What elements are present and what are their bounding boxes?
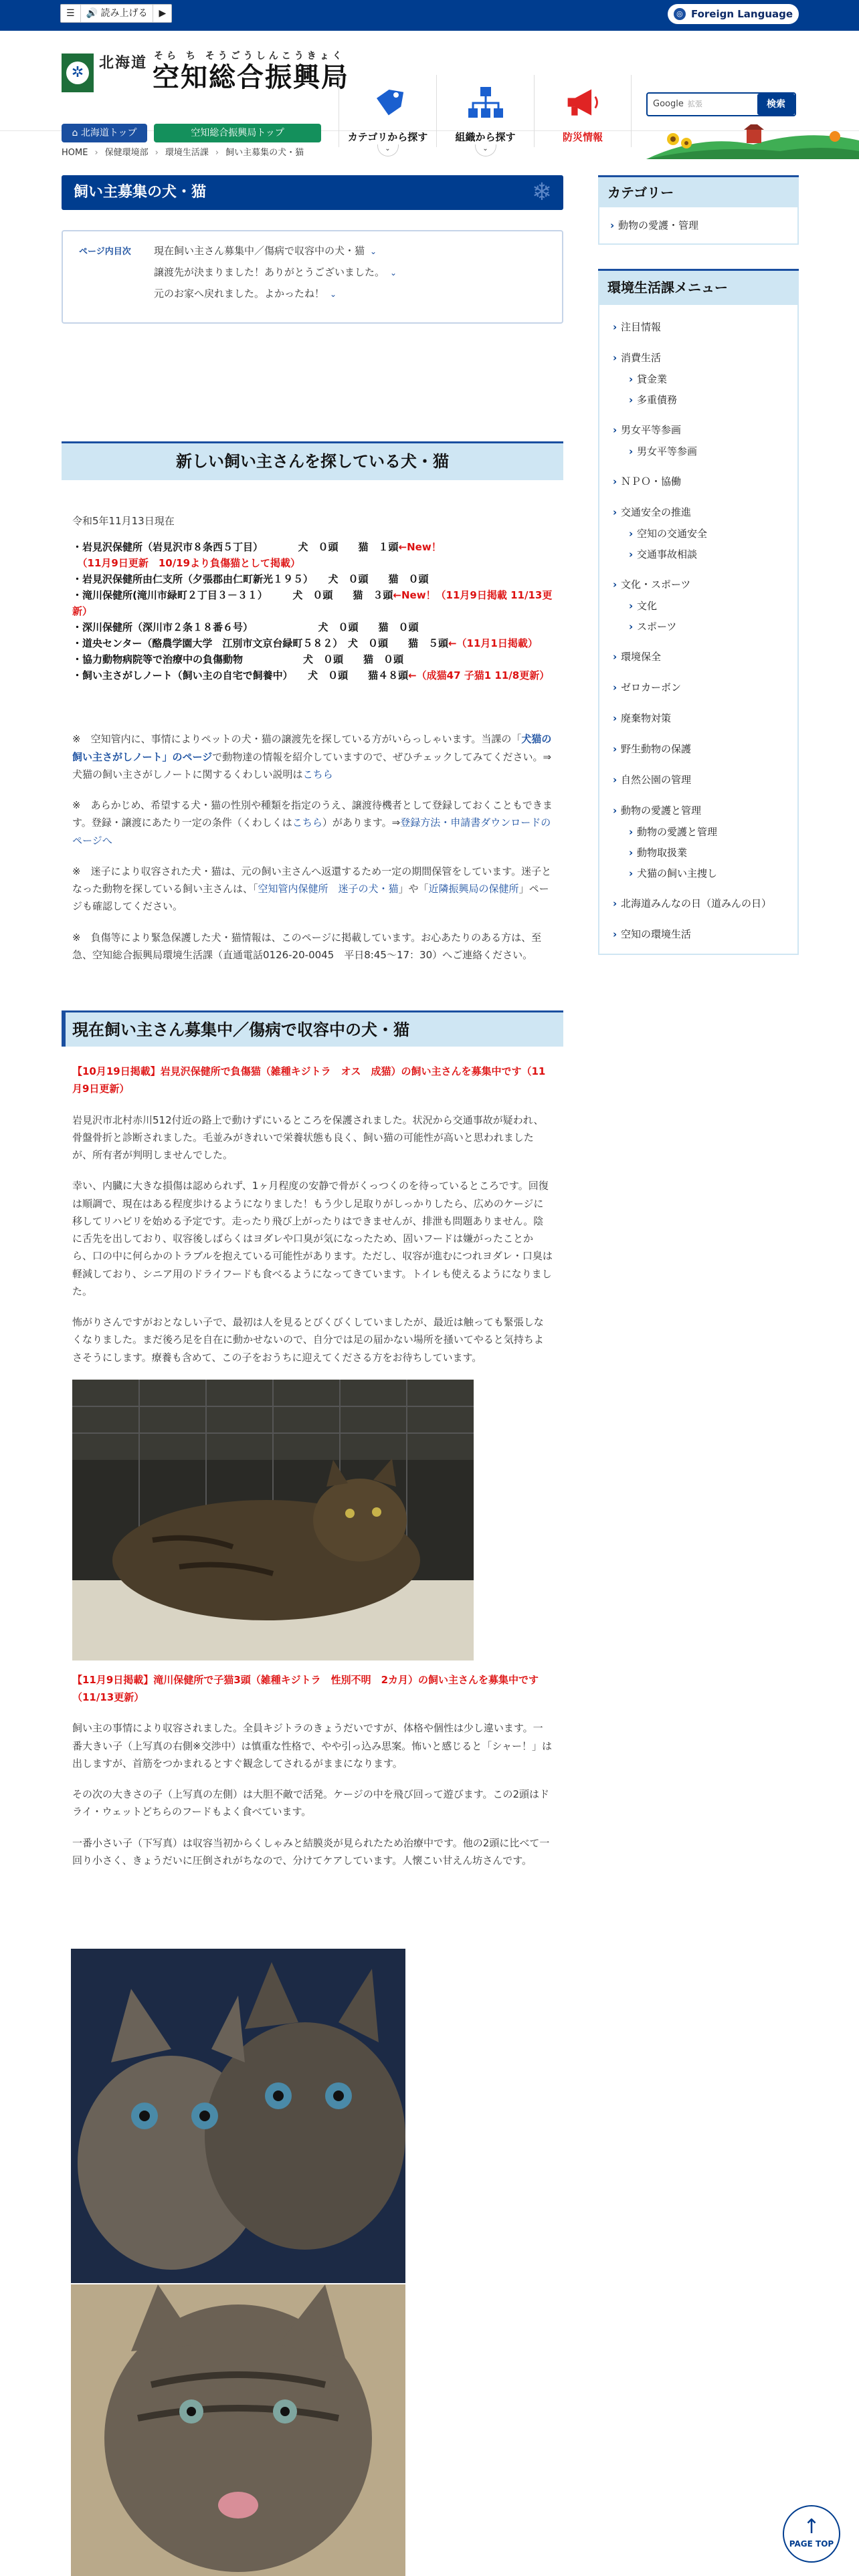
office-top-button[interactable] <box>154 124 321 142</box>
office-name-ruby: そら ち そうごうしんこうきょく <box>154 51 345 62</box>
sidebar-menu-item[interactable]: › 文化・スポーツ <box>610 576 789 597</box>
post-paragraph: その次の大きさの子（上写真の左側）は大胆不敵で活発。ケージの中を飛び回って遊びます。この2頭はドライ・ウェットどちらのフードもよく食べています。 <box>72 1788 550 1818</box>
sidebar-menu-item[interactable]: › 環境保全 <box>610 648 789 669</box>
sidebar-menu-item[interactable]: › スポーツ <box>610 618 789 639</box>
shelter-note: ←New！ <box>398 541 442 554</box>
breadcrumb-home[interactable]: HOME <box>62 148 88 158</box>
toc-item[interactable] <box>154 285 397 306</box>
note-text: ※ 空知管内に、事情によりペットの犬・猫の譲渡先を探している方がいらっしゃいます。当課の「 <box>72 733 522 746</box>
office-name[interactable]: 空知総合振興局 <box>153 62 349 93</box>
sidebar-menu-item[interactable]: › 動物の愛護と管理 <box>610 823 789 844</box>
menu-icon[interactable]: ☰ <box>61 5 81 22</box>
sidebar-menu-item[interactable]: › ＮＰＯ・協働 <box>610 473 789 494</box>
google-brand: Google <box>653 98 684 109</box>
sidebar-menu-list <box>598 305 799 955</box>
note-text: 」や「 <box>398 883 429 895</box>
hokkaido-top-button[interactable]: ⌂ 北海道トップ <box>62 124 147 142</box>
toc-item-label: 元のお家へ戻れました。よかったね！ <box>154 288 325 300</box>
sidebar-menu-item[interactable]: › 動物の愛護と管理 <box>610 802 789 823</box>
sidebar-category-heading: カテゴリー <box>598 175 799 207</box>
sidebar-menu-item[interactable]: › 多重債務 <box>610 391 789 412</box>
sidebar-category <box>598 175 799 245</box>
toc-item[interactable] <box>154 242 397 263</box>
breadcrumb-current: 飼い主募集の犬・猫 <box>225 148 304 158</box>
table-of-contents <box>62 230 563 324</box>
section-heading-recruiting: 現在飼い主さん募集中／傷病で収容中の犬・猫 <box>62 1010 563 1047</box>
read-aloud-button[interactable]: 🔊 読み上げる <box>81 5 154 22</box>
shelter-counts: 犬 ０頭 猫 ０頭 <box>318 621 419 634</box>
tabby-cat-photo <box>72 1380 474 1660</box>
sidebar-menu-item[interactable]: › 交通安全の推進 <box>610 504 789 525</box>
list-item: ・滝川保健所(滝川市緑町２丁目３－３１） 犬 ０頭 猫 ３頭←New！（11月9日掲載 11/13更新） <box>72 589 553 618</box>
chevron-down-icon: ⌄ <box>377 144 399 156</box>
sidebar-menu-item[interactable]: › 自然公園の管理 <box>610 771 789 792</box>
foreign-language-button[interactable] <box>668 4 799 24</box>
shelter-counts: 犬 ０頭 猫 ３頭 <box>292 589 393 602</box>
note-link[interactable]: 近隣振興局の保健所 <box>428 883 519 895</box>
kittens-photo <box>71 1949 405 2283</box>
shelter-note: ←（成猫47 子猫1 11/8更新） <box>408 669 550 682</box>
breadcrumb <box>62 146 304 161</box>
list-item: ・岩見沢保健所（岩見沢市８条西５丁目） 犬 ０頭 猫 １頭←New！ （11月9日更新 10/19より負傷猫として掲載） <box>72 541 442 570</box>
nav-category-label: カテゴリから探す <box>347 131 428 143</box>
shelter-counts: 犬 ０頭 猫 ０頭 <box>328 573 429 586</box>
sidebar-menu-item[interactable]: › 男女平等参画 <box>610 443 789 463</box>
toc-item[interactable] <box>154 263 397 285</box>
post-paragraph: 幸い、内臓に大きな損傷は認められず、1ヶ月程度の安静で骨がくっつくのを待っているところです。回復は順調で、現在はある程度歩けるようになりました！もう少し足取りがしっかりしたら、広めのケージに移してリハビリを始める予定です。走ったり飛び上がったりはできませんが、排泄も問題ありません。陰に舌先を出しており、収容後しばらくはヨダレや口臭が気になったため、固いフードは嫌がったことから、口の中に何らかのトラブルを抱えている可能性があります。ただし、収容が進むにつれヨダレ・口臭は軽減しており、シニア用のドライフードも食べるようになってきています。トイレも使えるようになりました。 <box>72 1180 553 1297</box>
note-text: ※ あらかじめ、希望する犬・猫の性別や種類を指定のうえ、譲渡待機者として登録しておくこともできます。登録・譲渡にあたり一定の条件（くわしくは <box>72 799 553 829</box>
office-top-label: 空知総合振興局トップ <box>191 127 284 138</box>
two-kittens-photo <box>71 1949 405 2283</box>
top-bar <box>0 0 859 31</box>
list-item: ・飼い主さがしノート（飼い主の自宅で飼養中） 犬 ０頭 猫４８頭←（成猫47 子猫1 11/8更新） <box>72 669 550 682</box>
shelter-counts: 犬 ０頭 猫４８頭 <box>308 669 409 682</box>
sidebar-menu-item[interactable]: › 野生動物の保護 <box>610 740 789 762</box>
shelter-name: 協力動物病院等で治療中の負傷動物 <box>82 653 244 666</box>
sidebar-menu-item[interactable]: › 北海道みんなの日（道みんの日） <box>610 895 789 916</box>
post-paragraph: 一番小さい子（下写真）は収容当初からくしゃみと結膜炎が見られたため治療中です。他の2頭に比べて一回り小さく、きょうだいに圧倒されがちなので、分けてケアしています。人懐こい甘えん坊さんです。 <box>72 1836 550 1866</box>
sidebar-menu-item[interactable]: › ゼロカーボン <box>610 679 789 700</box>
shelter-note: （11月9日更新 10/19より負傷猫として掲載） <box>82 557 301 570</box>
chevron-right-icon: › <box>215 148 219 158</box>
shelter-counts: 犬 ０頭 猫 １頭 <box>298 541 399 554</box>
note-link[interactable]: 犬猫の飼い主さがしノート」のページ <box>72 733 552 763</box>
note-link[interactable]: 登録方法・申請書ダウンロードのページへ <box>72 817 551 847</box>
shelter-name: 岩見沢保健所由仁支所（夕張郡由仁町新光１９５） <box>82 573 308 586</box>
page-title-text: 飼い主募集の犬・猫 <box>74 183 207 201</box>
shelter-name: 岩見沢保健所（岩見沢市８条西５丁目） <box>82 541 258 554</box>
chevron-right-icon: › <box>155 148 159 158</box>
chevron-down-icon: ⌄ <box>475 144 496 156</box>
page-title <box>62 175 563 210</box>
sidebar-menu-heading: 環境生活課メニュー <box>598 269 799 305</box>
nav-organization[interactable] <box>436 75 534 152</box>
sidebar-menu-item[interactable]: › 犬猫の飼い主捜し <box>610 865 789 885</box>
shelter-name: 道央センター（酪農学園大学 江別市文京台緑町５８２） <box>82 637 338 650</box>
page-top-label: PAGE TOP <box>789 2539 834 2549</box>
toc-item-label: 現在飼い主さん募集中／傷病で収容中の犬・猫 <box>154 245 365 257</box>
note-paragraph <box>72 730 553 783</box>
section-heading-new-owners: 新しい飼い主さんを探している犬・猫 <box>62 441 563 480</box>
nav-organization-label: 組織から探す <box>455 131 516 143</box>
foreign-language-label: Foreign Language <box>690 7 793 20</box>
play-icon[interactable]: ▶ <box>159 7 167 19</box>
list-item: ・道央センター（酪農学園大学 江別市文京台緑町５８２） 犬 ０頭 猫 ５頭←（11月1日掲載） <box>72 637 538 650</box>
globe-icon: ◎ <box>674 8 686 20</box>
main-content <box>62 175 563 1869</box>
arrow-up-icon: ↑ <box>803 2514 820 2539</box>
sidebar-menu-item[interactable]: › 文化 <box>610 597 789 618</box>
prefecture-name: 北海道 <box>99 55 148 72</box>
chevron-down-icon: ⌄ <box>370 247 377 256</box>
sidebar-menu-item[interactable]: › 消費生活 <box>610 349 789 370</box>
sidebar-menu-item[interactable]: › 空知の環境生活 <box>610 926 789 947</box>
sidebar-menu-item[interactable]: › 男女平等参画 <box>610 421 789 443</box>
post-title: 【10月19日掲載】岩見沢保健所で負傷猫（雑種キジトラ オス 成猫）の飼い主さんを募集中です（11月9日更新） <box>72 1065 546 1095</box>
sidebar-menu-item[interactable]: › 空知の交通安全 <box>610 525 789 546</box>
chevron-right-icon: › <box>94 148 98 158</box>
list-item: ・深川保健所（深川市２条１８番６号） 犬 ０頭 猫 ０頭 <box>72 621 419 634</box>
toc-item-label: 譲渡先が決まりました！ありがとうございました。 <box>154 266 385 278</box>
shelter-counts: 犬 ０頭 猫 ０頭 <box>303 653 404 666</box>
post-paragraph: 岩見沢市北村赤川512付近の路上で動けずにいるところを保護されました。状況から交通事故が疑われ、骨盤骨折と診断されました。毛並みがきれいで栄養状態も良く、飼い猫の可能性が高いと思われましたが、所有者が判明しませんでした。 <box>72 1113 544 1161</box>
note-paragraph: ※ 負傷等により緊急保護した犬・猫情報は、このページに掲載しています。お心あたりのある方は、至急、空知総合振興局環境生活課（直通電話0126-20-0045 平日8:45～17：30）へご連絡ください。 <box>72 931 542 961</box>
read-aloud-toolbar <box>60 4 172 23</box>
note-link[interactable]: 空知管内保健所 迷子の犬・猫 <box>258 883 399 895</box>
shelter-name: 滝川保健所(滝川市緑町２丁目３－３１） <box>82 589 263 602</box>
site-header <box>0 31 859 152</box>
note-link[interactable]: こちら <box>302 768 333 780</box>
list-item: ・岩見沢保健所由仁支所（夕張郡由仁町新光１９５） 犬 ０頭 猫 ０頭 <box>72 573 429 586</box>
note-paragraph <box>72 863 553 916</box>
list-item: ・協力動物病院等で治療中の負傷動物 犬 ０頭 猫 ０頭 <box>72 653 404 666</box>
nav-disaster[interactable] <box>534 75 632 147</box>
shelter-name: 飼い主さがしノート（飼い主の自宅で飼養中） <box>82 669 288 682</box>
hokkaido-emblem-icon[interactable]: ✲ <box>62 53 94 92</box>
page-top-button[interactable] <box>783 2505 840 2563</box>
shelter-note: ←（11月1日掲載） <box>448 637 538 650</box>
snowflake-icon: ❄ <box>531 179 553 206</box>
nav-category[interactable] <box>339 75 436 152</box>
read-aloud-label: 読み上げる <box>100 7 148 19</box>
sidebar-menu-item[interactable]: › 交通事故相談 <box>610 546 789 566</box>
nav-disaster-label: 防災情報 <box>562 131 603 143</box>
shelter-list <box>72 539 553 683</box>
single-kitten-photo <box>71 2284 405 2576</box>
breadcrumb-env-life[interactable]: 環境生活課 <box>165 148 209 158</box>
sidebar-menu-item[interactable]: › 貸金業 <box>610 370 789 391</box>
toc-label: ページ内目次 <box>79 247 131 257</box>
sidebar-item-animal-care[interactable]: › 動物の愛護・管理 <box>607 217 789 234</box>
chevron-down-icon: ⌄ <box>390 268 397 278</box>
shelter-note: ←New！（11月9日掲載 11/13更新） <box>72 589 553 618</box>
cat-photo-1 <box>72 1380 474 1660</box>
search-button[interactable]: 検索 <box>757 94 795 115</box>
sidebar-menu-item[interactable]: › 注目情報 <box>610 318 789 340</box>
sidebar-menu-item[interactable]: › 動物取扱業 <box>610 844 789 865</box>
sidebar-menu-item[interactable]: › 廃棄物対策 <box>610 710 789 731</box>
sidebar-menu <box>598 269 799 955</box>
note-link[interactable]: こちら <box>292 817 322 829</box>
note-paragraph <box>72 796 553 849</box>
org-chart-icon <box>467 84 504 122</box>
chevron-down-icon: ⌄ <box>330 290 337 299</box>
tag-icon <box>369 84 407 122</box>
as-of-date: 令和5年11月13日現在 <box>72 515 175 527</box>
shelter-name: 深川保健所（深川市２条１８番６号） <box>82 621 248 634</box>
post-paragraph: 飼い主の事情により収容されました。全員キジトラのきょうだいですが、体格や個性は少し違います。一番大きい子（上写真の右側※交渉中）は慎重な性格で、やや引っ込み思案。怖いと感じると「シャー！」は出しますが、首筋をつかまれるとすぐ観念してされるがままになります。 <box>72 1722 552 1769</box>
shelter-counts: 犬 ０頭 猫 ５頭 <box>347 637 448 650</box>
hokkaido-top-label: 北海道トップ <box>80 127 137 138</box>
megaphone-icon <box>564 84 601 122</box>
note-text: 」ページも確認してください。 <box>72 883 549 913</box>
farm-scenery-illustration <box>646 124 859 159</box>
note-text: で動物達の情報を紹介していますので、ぜひチェックしてみてください。⇒犬猫の飼い主さがしノートに関するくわしい説明は <box>72 750 552 780</box>
note-text: ）があります。⇒ <box>322 817 401 829</box>
small-kitten-photo <box>71 2284 405 2576</box>
post-title: 【11月9日掲載】滝川保健所で子猫3頭（雑種キジトラ 性別不明 2カ月）の飼い主さんを募集中です（11/13更新） <box>72 1673 539 1703</box>
note-text: ※ 迷子により収容された犬・猫は、元の飼い主さんへ返還するため一定の期間保管をしています。迷子となった動物を探している飼い主さんは、「 <box>72 865 552 895</box>
breadcrumb-health-env[interactable]: 保健環境部 <box>104 148 149 158</box>
search-placeholder: 拡張 <box>687 100 702 109</box>
post-paragraph: 怖がりさんですがおとなしい子で、最初は人を見るとびくびくしていましたが、最近は触っても緊張しなくなりました。まだ後ろ足を自在に動かせないので、自分では足の届かない場所を掻いてやると気持ちよさそうにします。療養も含めて、この子をおうちに迎えてくださる方をお待ちしています。 <box>72 1316 544 1364</box>
